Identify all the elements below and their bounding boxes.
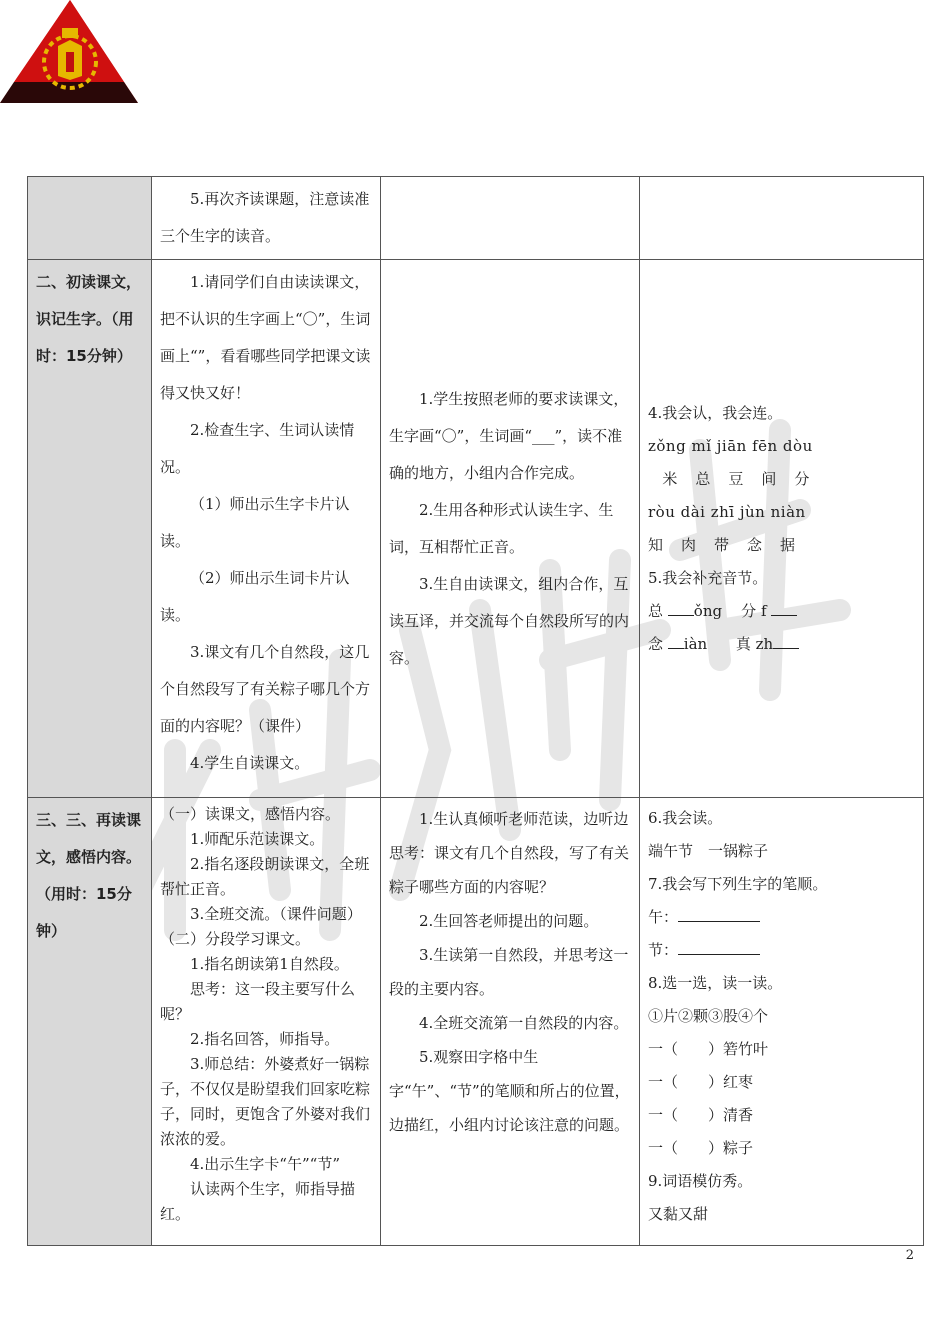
stage-cell: 三、三、再读课文，感悟内容。（用时：15分钟） — [28, 798, 152, 1246]
student-activity-cell — [381, 798, 640, 1246]
stroke-row: 节： — [648, 934, 915, 967]
practice-question: 6.我会读。 — [648, 809, 723, 827]
practice-words: 端午节 一锅粽子 — [648, 842, 769, 860]
practice-cell — [640, 260, 924, 798]
teacher-step: 4.出示生字卡“午”“节” — [190, 1155, 340, 1173]
fill-item[interactable]: 一（ ）红枣 — [648, 1073, 754, 1091]
option-list: ①片②颗③股④个 — [648, 1007, 769, 1025]
stage-cell: 二、初读课文，识记生字。（用时：15分钟） — [28, 260, 152, 798]
student-step: 3.生读第一自然段，并思考这一段的主要内容。 — [389, 946, 629, 998]
page-number: 2 — [905, 1248, 914, 1263]
blank-line[interactable] — [668, 636, 684, 649]
teacher-step: 思考：这一段主要写什么呢？ — [160, 980, 356, 1023]
fill-item[interactable]: 一（ ）箬竹叶 — [648, 1040, 769, 1058]
teacher-step: 1.请同学们自由读读课文，把不认识的生字画上“〇”，生词画上“”，看看哪些同学把课文读得又快又好！ — [160, 273, 371, 402]
blank-line[interactable] — [771, 603, 797, 616]
teacher-step: （一）读课文，感悟内容。 — [160, 805, 341, 823]
pinyin-row: ròu dài zhī jùn niàn — [648, 502, 806, 521]
teacher-step: 2.指名逐段朗读课文，全班帮忙正音。 — [160, 855, 370, 898]
teacher-step: 1.指名朗读第1自然段。 — [190, 955, 349, 973]
practice-question: 4.我会认，我会连。 — [648, 403, 783, 422]
teacher-step: 4.学生自读课文。 — [190, 754, 310, 772]
teacher-step: 3.全班交流。（课件问题） — [190, 905, 362, 923]
student-activity-cell — [381, 260, 640, 798]
teacher-step: 5.再次齐读课题，注意读准三个生字的读音。 — [160, 190, 370, 245]
lesson-plan-table — [27, 176, 924, 1246]
student-step: 1.生认真倾听老师范读，边听边思考：课文有几个自然段，写了有关粽子哪些方面的内容呢？ — [389, 810, 630, 896]
student-step: 2.生回答老师提出的问题。 — [419, 912, 599, 930]
stage-cell — [28, 177, 152, 260]
table-row — [28, 798, 924, 1246]
practice-cell — [640, 177, 924, 260]
student-step: 1.学生按照老师的要求读课文，生字画“〇”，生词画“___”，读不准确的地方，小组内合作完成。 — [389, 389, 629, 482]
student-step: 2.生用各种形式认读生字、生词，互相帮忙正音。 — [389, 500, 614, 556]
teacher-step: （1）师出示生字卡片认读。 — [160, 495, 350, 550]
blank-line[interactable] — [678, 907, 760, 922]
char-row: 米 总 豆 间 分 — [662, 469, 810, 488]
teacher-activity-cell — [152, 177, 381, 260]
blank-line[interactable] — [773, 636, 799, 649]
student-step: 4.全班交流第一自然段的内容。 — [419, 1014, 629, 1032]
teacher-step: 3.课文有几个自然段，这几个自然段写了有关粽子哪几个方面的内容呢？（课件） — [160, 643, 371, 735]
fill-row: 念 iàn 真 zh — [648, 628, 915, 661]
student-step: 5.观察田字格中生字“午”、“节”的笔顺和所占的位置，边描红，小组内讨论该注意的问题。 — [389, 1048, 630, 1134]
table-row — [28, 177, 924, 260]
teacher-activity-cell — [152, 798, 381, 1246]
char-row: 知 肉 带 念 据 — [648, 535, 796, 554]
practice-question: 7.我会写下列生字的笔顺。 — [648, 875, 828, 893]
stroke-row: 午： — [648, 901, 915, 934]
teacher-step: 1.师配乐范读课文。 — [190, 830, 325, 848]
fill-item[interactable]: 一（ ）粽子 — [648, 1139, 754, 1157]
teacher-step: 2.指名回答，师指导。 — [190, 1030, 340, 1048]
practice-question: 8.选一选，读一读。 — [648, 974, 783, 992]
practice-cell — [640, 798, 924, 1246]
practice-question: 5.我会补充音节。 — [648, 568, 768, 587]
school-logo — [0, 0, 140, 106]
teacher-step: （2）师出示生词卡片认读。 — [160, 569, 350, 624]
fill-row: 总 ǒng 分 f — [648, 595, 915, 628]
blank-line[interactable] — [668, 603, 694, 616]
teacher-step: （二）分段学习课文。 — [160, 930, 311, 948]
teacher-activity-cell — [152, 260, 381, 798]
student-step: 3.生自由读课文，组内合作，互读互译，并交流每个自然段所写的内容。 — [389, 574, 630, 667]
teacher-step: 2.检查生字、生词认读情况。 — [160, 421, 355, 476]
fill-item[interactable]: 一（ ）清香 — [648, 1106, 754, 1124]
teacher-step: 认读两个生字，师指导描红。 — [160, 1180, 356, 1223]
student-activity-cell — [381, 177, 640, 260]
pinyin-row: zǒng mǐ jiān fēn dòu — [648, 436, 813, 455]
practice-example: 又黏又甜 — [648, 1205, 709, 1223]
teacher-step: 3.师总结：外婆煮好一锅粽子，不仅仅是盼望我们回家吃粽子，同时，更饱含了外婆对我们浓浓的爱。 — [160, 1055, 371, 1148]
blank-line[interactable] — [678, 940, 760, 955]
practice-question: 9.词语模仿秀。 — [648, 1172, 753, 1190]
table-row — [28, 260, 924, 798]
